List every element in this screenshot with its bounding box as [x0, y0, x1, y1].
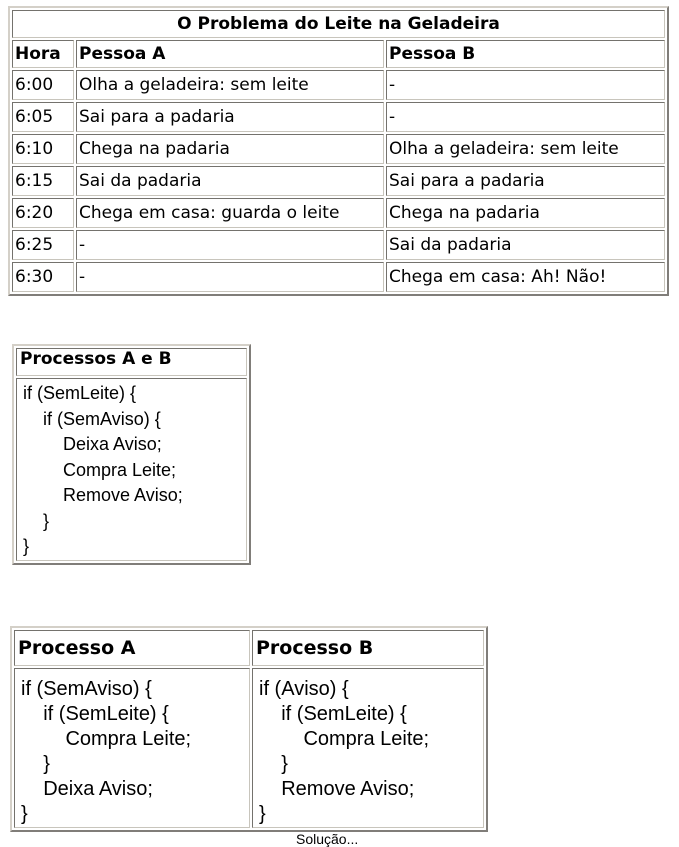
cell-time: 6:15	[12, 166, 74, 196]
cell-pessoa-a: Olha a geladeira: sem leite	[76, 70, 384, 100]
table-row	[12, 230, 665, 260]
process-b-header: Processo B	[252, 630, 484, 666]
code-line: if (Aviso) {	[259, 678, 349, 700]
cell-time: 6:00	[12, 70, 74, 100]
column-header-hora: Hora	[12, 40, 74, 68]
processes-ab-table	[12, 344, 251, 565]
code-line: Deixa Aviso;	[21, 778, 153, 800]
table-title: O Problema do Leite na Geladeira	[12, 10, 665, 38]
table-row	[12, 70, 665, 100]
table-row	[12, 102, 665, 132]
process-b-code	[252, 668, 484, 828]
column-header-pessoa-b: Pessoa B	[386, 40, 665, 68]
code-line: }	[21, 753, 50, 775]
cell-time: 6:10	[12, 134, 74, 164]
code-line: }	[259, 803, 266, 825]
code-line: }	[23, 536, 30, 556]
code-line: Compra Leite;	[23, 459, 177, 480]
code-line: Remove Aviso;	[259, 778, 415, 800]
cell-time: 6:20	[12, 198, 74, 228]
processes-ab-code	[16, 378, 247, 561]
process-a-code	[14, 668, 250, 828]
code-line: }	[23, 510, 50, 531]
cell-pessoa-a: Sai da padaria	[76, 166, 384, 196]
cut-off-caption: Solução...	[296, 831, 359, 847]
table-caption-row	[12, 10, 665, 38]
processes-ab-header: Processos A e B	[16, 348, 247, 376]
code-line: if (SemLeite) {	[21, 703, 169, 725]
code-line: Remove Aviso;	[23, 485, 183, 505]
cell-pessoa-b: -	[386, 70, 665, 100]
cell-pessoa-b: Olha a geladeira: sem leite	[386, 134, 665, 164]
table-row	[12, 198, 665, 228]
cell-pessoa-b: Chega na padaria	[386, 198, 665, 228]
code-line: }	[21, 803, 28, 825]
code-line: }	[259, 753, 288, 775]
cell-time: 6:30	[12, 262, 74, 292]
table-header-row	[12, 40, 665, 68]
code-line: Compra Leite;	[21, 728, 192, 750]
code-line: Deixa Aviso;	[23, 434, 162, 454]
table-row	[12, 134, 665, 164]
cell-pessoa-a: -	[76, 230, 384, 260]
cell-pessoa-b: -	[386, 102, 665, 132]
code-line: Compra Leite;	[259, 728, 430, 750]
code-line: if (SemAviso) {	[21, 678, 152, 700]
cell-time: 6:05	[12, 102, 74, 132]
cell-pessoa-a: Sai para a padaria	[76, 102, 384, 132]
cell-pessoa-a: -	[76, 262, 384, 292]
cell-pessoa-a: Chega em casa: guarda o leite	[76, 198, 384, 228]
cell-pessoa-b: Chega em casa: Ah! Não!	[386, 262, 665, 292]
table-row	[12, 166, 665, 196]
process-pair-table	[10, 626, 488, 832]
table-row	[12, 262, 665, 292]
milk-problem-table	[8, 6, 669, 296]
code-line: if (SemAviso) {	[23, 408, 161, 429]
process-a-header: Processo A	[14, 630, 250, 666]
cell-pessoa-b: Sai da padaria	[386, 230, 665, 260]
cell-pessoa-b: Sai para a padaria	[386, 166, 665, 196]
cell-time: 6:25	[12, 230, 74, 260]
column-header-pessoa-a: Pessoa A	[76, 40, 384, 68]
cell-pessoa-a: Chega na padaria	[76, 134, 384, 164]
code-line: if (SemLeite) {	[23, 383, 137, 403]
code-line: if (SemLeite) {	[259, 703, 407, 725]
